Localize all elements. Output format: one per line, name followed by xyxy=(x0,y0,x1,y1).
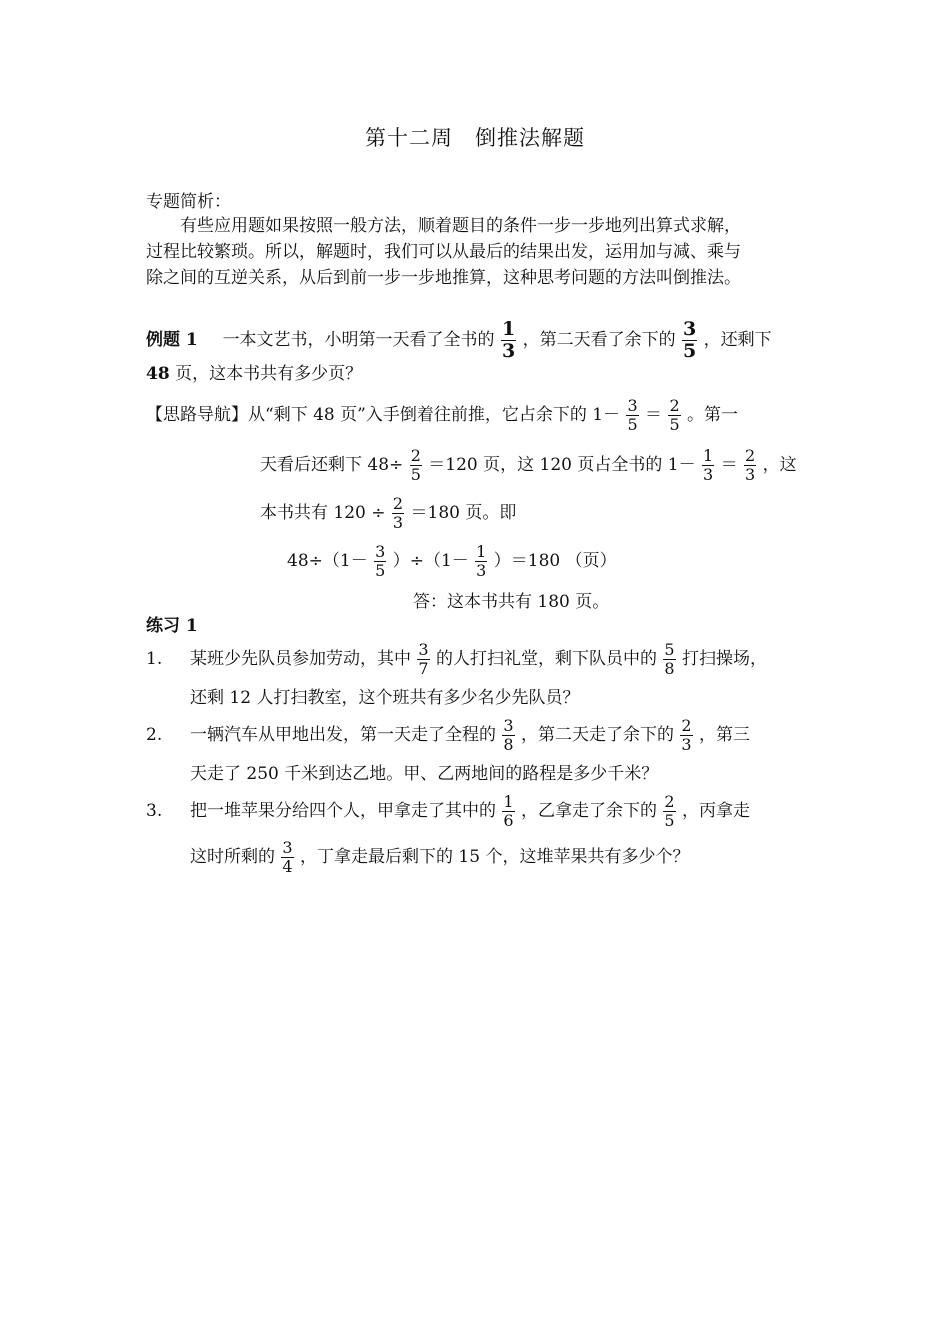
practice-item-2-line-2: 天走了 250 千米到达乙地。甲、乙两地间的路程是多少千米？ xyxy=(190,764,659,784)
fraction: $\frac{2}{5}$ xyxy=(669,396,680,434)
example-question-line-2: 48 页，这本书共有多少页？ xyxy=(146,364,363,384)
fraction: $\frac{2}{5}$ xyxy=(410,446,421,484)
example-label: 例题 1 xyxy=(146,330,198,350)
fraction: $\frac{1}{3}$ xyxy=(703,446,714,484)
practice-label: 练习 1 xyxy=(146,616,198,636)
intro-paragraph-line-1: 有些应用题如果按照一般方法，顺着题目的条件一步一步地列出算式求解， xyxy=(180,216,741,236)
intro-paragraph-line-3: 除之间的互逆关系，从后到前一步一步地推算，这种思考问题的方法叫倒推法。 xyxy=(146,268,741,288)
item-number: 3. xyxy=(146,801,163,821)
guide-label: 【思路导航】 xyxy=(146,405,248,425)
item-number: 1. xyxy=(146,649,163,669)
fraction: $\frac{1}{6}$ xyxy=(503,792,514,830)
intro-paragraph-line-2: 过程比较繁琐。所以，解题时，我们可以从最后的结果出发，运用加与减、乘与 xyxy=(146,242,741,262)
fraction: $\frac{5}{8}$ xyxy=(664,640,675,678)
example-text: 一本文艺书，小明第一天看了全书的 xyxy=(222,330,495,350)
fraction: $\frac{2}{3}$ xyxy=(392,494,404,532)
fraction: $\frac{3}{7}$ xyxy=(418,640,429,678)
fraction: $\frac{3}{5}$ xyxy=(375,542,386,580)
item-number: 2. xyxy=(146,725,163,745)
practice-item-1-line-1: 1. 某班少先队员参加劳动，其中 $\frac{3}{7}$ 的人打扫礼堂，剩下队员中的 $\frac{5}{8}$ 打扫操场， xyxy=(146,640,767,678)
fraction: $\frac{1}{3}$ xyxy=(476,542,487,580)
practice-item-2-line-1: 2. 一辆汽车从甲地出发，第一天走了全程的 $\frac{3}{8}$ ，第二天走了余下的 $\frac{2}{3}$ ，第三 xyxy=(146,716,750,754)
practice-item-3-line-2: 这时所剩的 $\frac{3}{4}$ ，丁拿走最后剩下的 15 个，这堆苹果共有多少个？ xyxy=(190,838,690,876)
practice-item-3-line-1: 3. 把一堆苹果分给四个人，甲拿走了其中的 $\frac{1}{6}$ ，乙拿走了余下的 $\frac{2}{5}$ ，丙拿走 xyxy=(146,792,750,830)
practice-item-1-line-2: 还剩 12 人打扫教室，这个班共有多少名少先队员？ xyxy=(190,688,580,708)
fraction: $\frac{2}{5}$ xyxy=(664,792,675,830)
fraction: $\frac{3}{5}$ xyxy=(683,318,697,362)
example-text: ，还剩下 xyxy=(703,330,772,350)
fraction: $\frac{2}{3}$ xyxy=(745,446,756,484)
fraction: $\frac{3}{8}$ xyxy=(503,716,514,754)
guide-line-2: 天看后还剩下 48÷ $\frac{2}{5}$ ＝120 页，这 120 页占全书的 1－ $\frac{1}{3}$ ＝ $\frac{2}{3}$ ，这 xyxy=(260,446,797,484)
fraction: $\frac{3}{4}$ xyxy=(282,838,293,876)
example-answer: 答：这本书共有 180 页。 xyxy=(413,592,610,612)
guide-formula: 48÷（1－ $\frac{3}{5}$ ）÷（1－ $\frac{1}{3}$ ）＝180 （页） xyxy=(287,542,617,580)
guide-line-1: 【思路导航】从“剩下 48 页”入手倒着往前推，它占余下的 1－ $\frac{3}{5}$ ＝ $\frac{2}{5}$ 。第一 xyxy=(146,396,739,434)
example-text: ，第二天看了余下的 xyxy=(522,330,676,350)
fraction: $\frac{2}{3}$ xyxy=(681,716,692,754)
fraction: $\frac{3}{5}$ xyxy=(627,396,638,434)
fraction: $\frac{1}{3}$ xyxy=(501,318,516,362)
guide-line-3: 本书共有 120 ÷ $\frac{2}{3}$ ＝180 页。即 xyxy=(260,494,517,532)
intro-heading: 专题简析： xyxy=(146,192,231,212)
page-title: 第十二周 倒推法解题 xyxy=(365,126,585,150)
example-question-line-1 xyxy=(146,320,772,361)
